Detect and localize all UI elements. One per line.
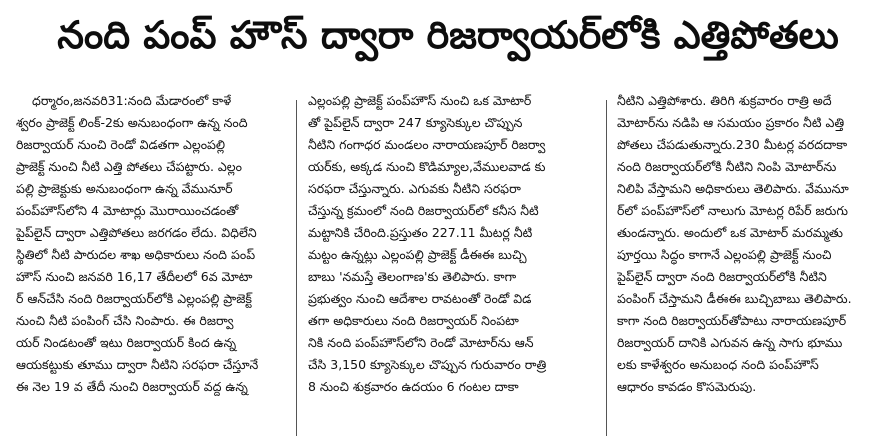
text-line: తుండన్నారు. అందులో ఒక మోటార్ మరమ్మతు bbox=[617, 225, 843, 240]
text-line: పంప్‌హౌస్‌లోని 4 మోటార్లు మొరాయించడంతో bbox=[16, 203, 239, 218]
text-line: రిజర్వాయర్ నుంచి రెండో విడతగా ఎల్లంపల్లి bbox=[16, 137, 226, 152]
headline: నంది పంప్ హౌస్ ద్వారా రిజర్వాయర్‌లోకి ఎత్తిపోతలు bbox=[57, 13, 839, 57]
article-body bbox=[0, 90, 896, 436]
text-line: మట్టానికి చేరింది.ప్రస్తుతం 227.11 మీటర్ల నీటి bbox=[308, 225, 533, 240]
text-line: తగా అధికారులు నంది రిజర్వాయర్ నింపటా bbox=[308, 313, 519, 328]
text-line: నీటిని గంగాధర మండలం నారాయణపూర్ రిజర్వా bbox=[308, 137, 546, 152]
text-line: పైప్‌లైన్ ద్వారా ఎత్తిపోతలు జరగడం లేదు. విధిలేని bbox=[16, 225, 257, 240]
text-line: ర్ ఆన్‌చేసి నంది రిజర్వాయర్‌లోకి ఎల్లంపల్లి ప్రాజెక్ట్ bbox=[16, 291, 252, 306]
text-line: ర్‌లో పంప్‌హౌస్‌లో నాలుగు మోటర్ల రిపేర్ జరుగు bbox=[617, 203, 848, 218]
text-line: మోటార్‌ను నడిపి ఆ సమయం ప్రకారం నీటి ఎత్తి bbox=[617, 115, 845, 130]
text-line: ఆయకట్టుకు తూము ద్వారా నీటిని సరఫరా చేస్తూనే bbox=[16, 357, 259, 372]
text-line: రిజర్వాయర్ దానికి ఎగువన ఉన్న సాగు భూము bbox=[617, 335, 843, 350]
text-line: ప్రభుత్వం నుంచి ఆదేశాల రావటంతో రెండో విడ bbox=[308, 291, 532, 306]
text-line: స్థితిలో నీటి పారుదల శాఖ అధికారులు నంది పంప్ bbox=[16, 247, 256, 262]
text-line: యర్‌కు, అక్కడ నుంచి కొడిమ్యాల,వేములవాడ కు bbox=[308, 159, 546, 174]
text-line: 8 నుంచి శుక్రవారం ఉదయం 6 గంటల దాకా bbox=[308, 379, 519, 394]
text-line: కాగా నంది రిజర్వాయర్‌తోపాటు నారాయణపూర్ bbox=[617, 313, 847, 328]
article-column-1 bbox=[16, 90, 284, 436]
text-line: ప్రాజెక్ట్ నుంచి నీటి ఎత్తి పోతలు చేపట్టారు. ఎల్లం bbox=[16, 159, 242, 174]
text-line: శ్వరం ప్రాజెక్ట్ లింక్-2కు అనుబంధంగా ఉన్న నంది bbox=[16, 115, 248, 130]
text-line: ఎల్లంపల్లి ప్రాజెక్ట్ పంప్‌హౌస్ నుంచి ఒక మోటార్ bbox=[308, 93, 532, 108]
text-line: బాబు 'నమస్తే తెలంగాణ'కు తెలిపారు. కాగా bbox=[308, 269, 517, 284]
text-line: ఈ నెల 19 వ తేదీ నుంచి రిజర్వాయర్ వద్ద ఉన్న bbox=[16, 379, 248, 394]
text-line: తో పైప్‌లైన్ ద్వారా 247 క్యూసెక్కుల చొప్పున bbox=[308, 115, 523, 130]
text-line: ధర్మారం,జనవరి31:నంది మేడారంలో కాళే bbox=[32, 93, 232, 108]
text-line: పూర్తయి సిద్ధం కాగానే ఎల్లంపల్లి ప్రాజెక్ట్ నుంచి bbox=[617, 247, 832, 262]
text-line: పోతలు చేపడుతున్నారు.230 మీటర్ల వరదదాకా bbox=[617, 137, 848, 152]
text-line: సరఫరా చేస్తున్నారు. ఎగువకు నీటిని సరఫరా bbox=[308, 181, 521, 196]
text-line: నీటిని ఎత్తిపోశారు. తిరిగి శుక్రవారం రాత్రి అదే bbox=[617, 93, 832, 108]
text-line: నుంచి నీటి పంపింగ్ చేసి నింపారు. ఈ రిజర్వా bbox=[16, 313, 234, 328]
text-line: నిలిపి వేస్తామని అధికారులు తెలిపారు. వేమునూ bbox=[617, 181, 849, 196]
text-line: హౌస్ నుంచి జనవరి 16,17 తేదీలలో 6వ మోటా bbox=[16, 269, 253, 284]
text-line: చేస్తున్న క్రమంలో నంది రిజర్వాయర్‌లో కనీస నీటి bbox=[308, 203, 539, 218]
text-line: పల్లి ప్రాజెక్టుకు అనుబంధంగా ఉన్న వేమునూర్ bbox=[16, 181, 233, 196]
text-line: నంది రిజర్వాయర్‌లోకి నీటిని నింపి మోటార్‌ను bbox=[617, 159, 837, 174]
text-line: మట్టం ఉన్నట్లు ఎల్లంపల్లి ప్రాజెక్ట్ డీఈఈ బుచ్చి bbox=[308, 247, 527, 262]
text-line: చేసి 3,150 క్యూసెక్కుల చొప్పున గురువారం రాత్రి bbox=[308, 357, 547, 372]
text-line: ఆధారం కావడం కొసమెరుపు. bbox=[617, 379, 757, 394]
text-line: లకు కాళేశ్వరం అనుబంధ నంది పంప్‌హౌస్ bbox=[617, 357, 819, 372]
text-line: పైప్‌లైన్ ద్వారా నంది రిజర్వాయర్‌లోకి నీటిని bbox=[617, 269, 827, 284]
article-column-2 bbox=[308, 90, 598, 436]
text-line: నికి నంది పంప్‌హౌస్‌లోని రెండో మోటార్‌ను ఆన్ bbox=[308, 335, 534, 350]
text-line: పంపింగ్ చేస్తామని డీఈఈ బుచ్చిబాబు తెలిపారు. bbox=[617, 291, 852, 306]
article-column-3 bbox=[617, 90, 887, 436]
text-line: యర్ నిండటంతో ఇటు రిజర్వాయర్ కింద ఉన్న bbox=[16, 335, 237, 350]
